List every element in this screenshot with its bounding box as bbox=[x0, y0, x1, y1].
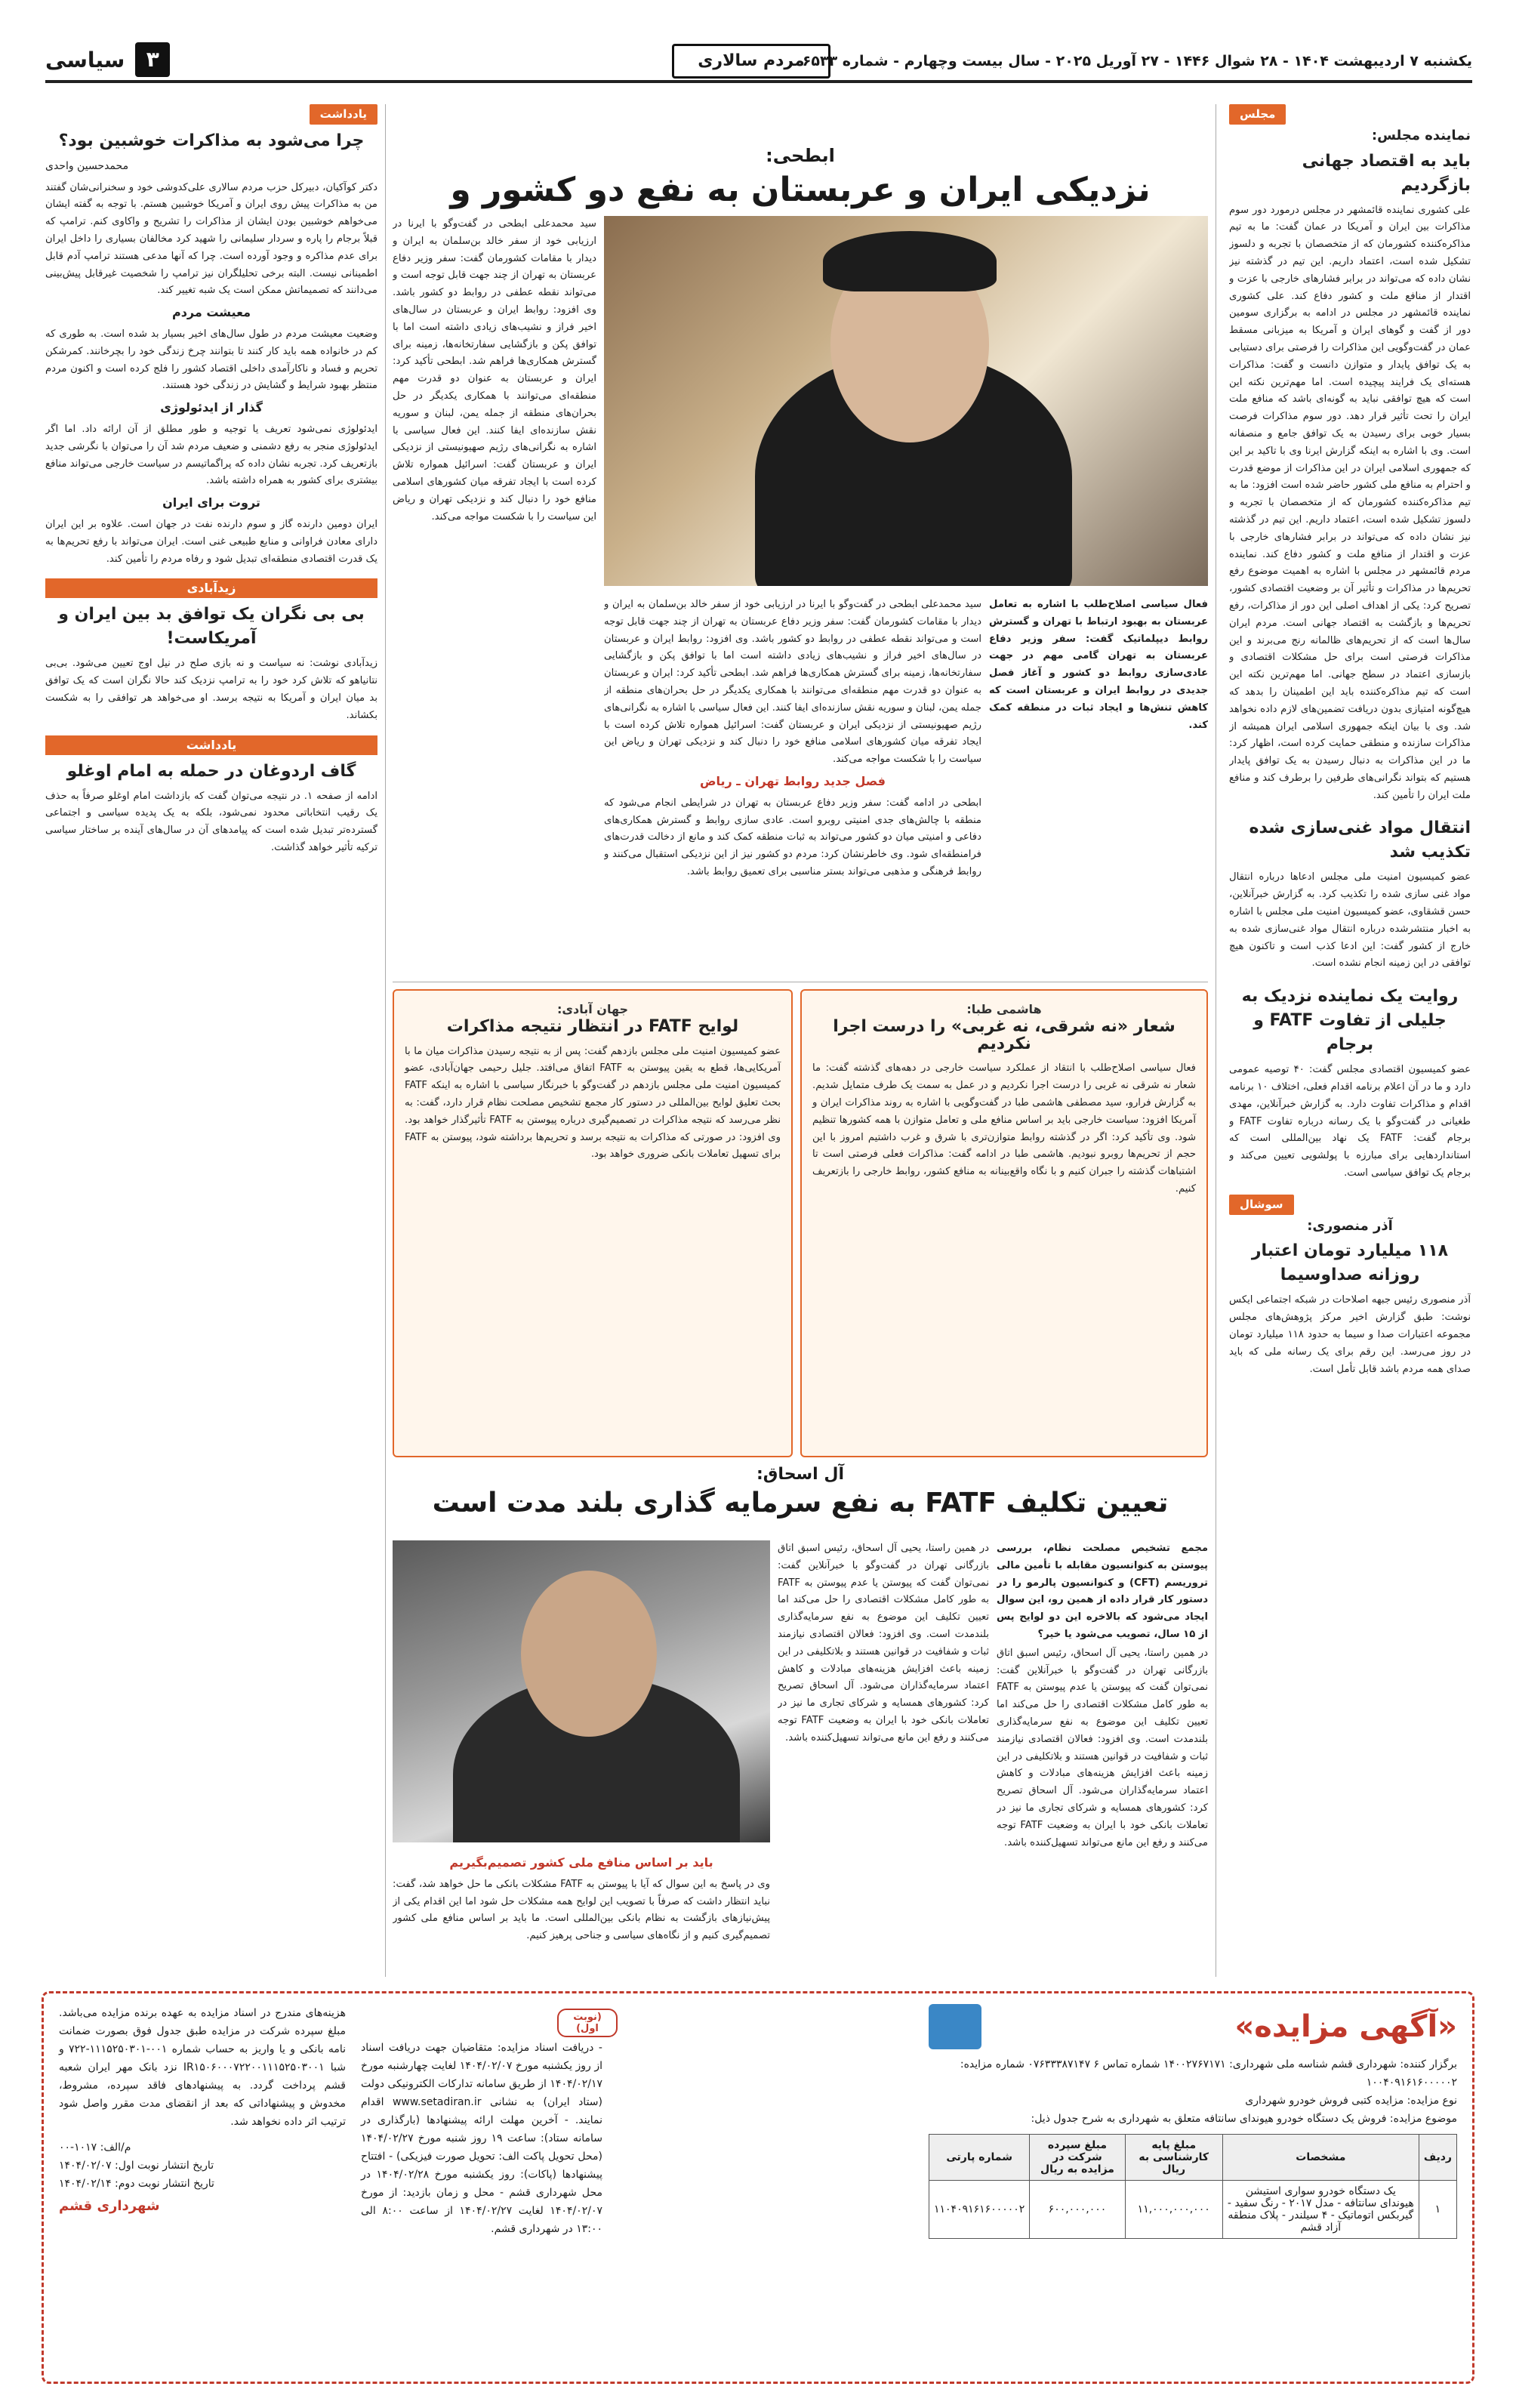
story-kicker: جهان آبادی: bbox=[556, 1002, 629, 1016]
table-cell: ۶۰۰,۰۰۰,۰۰۰ bbox=[1030, 2181, 1125, 2239]
story-headline: بی بی نگران یک توافق بد بین ایران و آمریکاست! bbox=[58, 605, 365, 649]
story-lede: فعال سیاسی اصلاح‌طلب با اشاره به تعامل عربستان به بهبود ارتباط با تهران و گسترش روابط دیپلماتیک گفت: سفر وزیر دفاع عربستان به تهران گامی مهم در جهت عادی‌سازی روابط دو کشور و آغاز فصل جدیدی در روابط ایران و عربستان است که کاهش تنش‌ها و ایجاد ثبات در منطقه کمک کند. bbox=[989, 599, 1208, 731]
story-body: عضو کمیسیون امنیت ملی مجلس ادعاها درباره انتقال مواد غنی سازی شده را تکذیب کرد. به گزارش خبرآنلاین، حسن قشقاوی، عضو کمیسیون امنیت ملی مجلس با اشاره به اخبار منتشرشده درباره انتقال مواد غنی‌سازی شده به خارج از کشور گفت: این ادعا کذب است و تاکنون هیچ توافقی در این زمینه انجام نشده است. bbox=[1229, 871, 1471, 970]
story-subhead: تروت برای ایران bbox=[162, 495, 260, 510]
story-body: سید محمدعلی ابطحی در گفت‌وگو با ایرنا در ارزیابی خود از سفر خالد بن‌سلمان به ایران و دیدار با مقامات کشورمان گفت: سفر وزیر دفاع عربستان به تهران از چند جهت قابل توجه است و می‌تواند نقطه عطفی در روابط دو کشور باشد. وی افزود: روابط ایران و عربستان در سال‌های اخیر فراز و نشیب‌های زیادی داشته است اما با توافق پکن و بازگشایی سفارتخانه‌ها، زمینه برای گسترش همکاری‌ها فراهم شد. ابطحی تأکید کرد: ایران و عربستان به عنوان دو قدرت مهم منطقه‌ای می‌توانند با همکاری یکدیگر در حل بحران‌های منطقه از جمله یمن، لبنان و سوریه نقش سازنده‌ای ایفا کنند. این فعال سیاسی با اشاره به نگرانی‌های رژیم صهیونیستی از نزدیکی ایران و عربستان گفت: اسرائیل همواره تلاش کرده است با ایجاد تفرقه میان کشورهای اسلامی منافع خود را دنبال کند و نزدیکی تهران و ریاض این سیاست را با شکست مواجه می‌کند. bbox=[604, 599, 981, 766]
story-body: ابطحی در ادامه گفت: سفر وزیر دفاع عربستان به تهران در شرایطی انجام می‌شود که منطقه با چالش‌های جدی امنیتی روبرو است. عادی سازی روابط و گسترش همکاری‌های دفاعی و امنیتی میان دو کشور می‌تواند به ثبات منطقه کمک کند و مانع از دخالت قدرت‌های فرامنطقه‌ای شود. وی خاطرنشان کرد: مردم دو کشور نیز از این نزدیکی استقبال می‌کنند و روابط فرهنگی و مذهبی می‌تواند بستر مناسبی برای تعمیق روابط باشد. bbox=[604, 797, 981, 877]
jahan-abadi-story bbox=[393, 989, 793, 1457]
story-body: علی کشوری نماینده قائمشهر در مجلس درمورد دور سوم مذاکرات بین ایران و آمریکا در عمان گفت: ما به تیم مذاکره‌کننده کشورمان که از متخصصان با تجربه و دلسوز تشکیل شده است، اعتماد داریم. این تیم در گذشته نیز نشان داده که می‌تواند در برابر فشارهای خارجی با عزت و اقتدار از منافع ملت و کشور دفاع کند. علی کشوری نماینده قائمشهر در مجلس در ادامه به برگزاری سومین دور از گفت و گوهای ایران و آمریکا به میزبانی مسقط عمان در گفت‌وگویی این مذاکرات را فرصتی برای دستیابی به یک توافق پایدار و متوازن دانست و گفت: مذاکرات هسته‌ای یک فرایند پیچیده است. اما مهم‌ترین نکته این است که هیچ توافقی نباید به گونه‌ای باشد که منافع ملت ایران را تحت تأثیر قرار دهد. دور سوم مذاکرات فرصت بسیار خوبی برای رسیدن به یک توافق جامع و منصفانه است. وی با اشاره به اینکه گزارش ایرنا وی با تاکید بر این که جمهوری اسلامی ایران در این مذاکرات از موضع قدرت و احترام به منافع ملی کشور حاضر شده است افزود: ما به تیم مذاکره‌کننده کشورمان که از متخصصان با تجربه و دلسوز تشکیل شده است، اعتماد داریم. این تیم در گذشته نیز نشان داده که می‌تواند در برابر فشارهای خارجی با عزت و اقتدار از منافع ملت و کشور دفاع کند. نماینده مردم قائمشهر در مجلس با اشاره به اهمیت موضوع رفع تحریم‌ها در مذاکرات و تأثیر آن بر وضعیت اقتصادی کشور، تصریح کرد: یکی از اهداف اصلی این دور از مذاکرات، رفع تحریم‌ها و بازگشت به اقتصاد جهانی است. مردم ایران سال‌ها است که از تحریم‌های ظالمانه رنج می‌برند و این مذاکرات فرصتی است برای حل مشکلات اقتصادی و بازسازی اعتماد در سطح جهانی. اما مهم‌ترین نکته این است که تیم مذاکره‌کننده باید این اطمینان را بدهد که هیچ‌گونه امتیازی بدون دریافت تضمین‌های لازم داده نخواهد شد. وی با بیان اینکه جمهوری اسلامی ایران همیشه از مذاکرات سازنده و منطقی حمایت کرده است، اظهار کرد: ما در این مذاکرات به دنبال رسیدن به یک توافق پایدار هستیم که بتواند نگرانی‌های طرفین را برطرف کند و منافع ملت ایران را تأمین کند. bbox=[1229, 204, 1471, 801]
story-headline: چرا می‌شود به مذاکرات خوشبین بود؟ bbox=[58, 131, 365, 150]
story-question: مجمع تشخیص مصلحت نظام، بررسی پیوستن به کنوانسیون مقابله با تأمین مالی تروریسم (CFT) و کنوانسیون پالرمو را در دستور کار قرار داده از همین رو، این سوال ایجاد می‌شود که بالاخره این دو لوایح پس از ۱۵ سال، تصویب می‌شود یا خیر؟ bbox=[997, 1543, 1208, 1640]
table-header-row bbox=[929, 2135, 1457, 2181]
story-headline: تعیین تکلیف FATF به نفع سرمایه گذاری بلند مدت است bbox=[432, 1488, 1169, 1518]
story-kicker: نماینده مجلس: bbox=[1371, 127, 1471, 143]
auction-ad bbox=[42, 1991, 1474, 2384]
table-header-cell: مبلغ سپرده شرکت در مزایده به ریال bbox=[1030, 2135, 1125, 2181]
story-body: فعال سیاسی اصلاح‌طلب با انتقاد از عملکرد سیاست خارجی در دهه‌های گذشته گفت: ما شعار نه شرقی نه غربی را درست اجرا نکردیم و در عمل به سمت یک طرف متمایل شدیم. به گزارش فرارو، سید مصطفی هاشمی طبا در گفت‌وگویی با اشاره به روند مذاکرات ایران و آمریکا افزود: سیاست خارجی باید بر اساس منافع ملی و تعامل متوازن با همه کشورها تنظیم شود. وی تأکید کرد: اگر در گذشته روابط متوازن‌تری با شرق و غرب داشتیم امروز با این حجم از تحریم‌ها روبرو نبودیم. هاشمی طبا در ادامه گفت: مذاکرات فعلی فرصتی است تا اشتباهات گذشته را جبران کنیم و با نگاه واقع‌بینانه به منافع کشور، روابط خارجی را بازتعریف کنیم. bbox=[812, 1062, 1196, 1195]
ad-date1: تاریخ انتشار نوبت اول: ۱۴۰۴/۰۲/۰۷ bbox=[59, 2160, 214, 2172]
al-ishaq-header bbox=[393, 1465, 1208, 1523]
ad-left-text: هزینه‌های مندرج در اسناد مزایده به عهده برنده مزایده می‌باشد. مبلغ سپرده شرکت در مزایده طبق جدول فوق بصورت ضمانت نامه بانکی و یا واریز به حساب شماره ۰۰۱-۱۱۱۵۲۵۰۳۰۱-۷۲۲ و شبا IR۱۵۰۶۰۰۰۷۲۲۰۰۱۱۱۵۲۵۰۳۰۰۱ نزد بانک مهر ایران شعبه قشم پرداخت گردد. به پیشنهادهای فاقد سپرده، مشروط، مخدوش و پیشنهاداتی که بعد از انقضای مدت مقرر واصل شود ترتیب اثر داده نخواهد شد. bbox=[59, 2007, 347, 2128]
ad-left-block bbox=[59, 2004, 346, 2215]
story-subhead: گذار از ایدئولوژی bbox=[160, 400, 263, 415]
story-kicker: آذر منصوری: bbox=[1307, 1217, 1393, 1234]
lead-story-body bbox=[393, 216, 596, 971]
section-tag-note: یادداشت bbox=[310, 104, 377, 125]
ad-type: نوع مزایده: مزایده کتبی فروش خودرو شهرداری bbox=[1245, 2095, 1457, 2107]
lead-story-col2 bbox=[604, 597, 981, 974]
left-column bbox=[45, 104, 377, 1977]
table-header-cell: ردیف bbox=[1419, 2135, 1456, 2181]
story-body: در همین راستا، یحیی آل اسحاق، رئیس اسبق اتاق بازرگانی تهران در گفت‌وگو با خبرآنلاین گفت: نمی‌توان گفت که پیوستن یا عدم پیوستن به FATF به طور کامل مشکلات اقتصادی را حل می‌کند اما تعیین تکلیف این موضوع به نفع سرمایه‌گذاری بلندمدت است. وی افزود: فعالان اقتصادی نیازمند ثبات و شفافیت در قوانین هستند و بلاتکلیفی در این زمینه باعث افزایش هزینه‌های مبادلات و کاهش اعتماد سرمایه‌گذاران می‌شود. آل اسحاق تصریح کرد: کشورهای همسایه و شرکای تجاری ما نیز در تعاملات بانکی خود با ایران به وضعیت FATF توجه می‌کنند و رفع این مانع می‌تواند تسهیل‌کننده باشد. bbox=[778, 1543, 989, 1744]
story-body: وی در پاسخ به این سوال که آیا با پیوستن به FATF مشکلات بانکی ما حل خواهد شد، گفت: نباید انتظار داشت که صرفاً با تصویب این لوایح همه مشکلات حل شود اما این اقدام یکی از پیش‌نیازهای بازگشت به نظام بانکی بین‌المللی است. ما باید بر اساس منافع ملی کشور تصمیم‌گیری کنیم و از نگاه‌های سیاسی و جناحی پرهیز کنیم. bbox=[393, 1878, 770, 1942]
lead-kicker: ابطحی: bbox=[766, 145, 835, 166]
story-kicker: آل اسحاق: bbox=[756, 1465, 845, 1484]
al-ishaq-photo bbox=[393, 1540, 770, 1842]
page-number: ۳ bbox=[135, 42, 170, 77]
lead-headline: نزدیکی ایران و عربستان به نفع دو کشور و bbox=[450, 171, 1151, 209]
table-header-cell: مبلغ پایه کارشناسی به ریال bbox=[1125, 2135, 1222, 2181]
story-body: عضو کمیسیون اقتصادی مجلس گفت: ۴۰ توصیه عمومی دارد و ما در آن اعلام برنامه اقدام فعلی، اختلاف ۱۰ برنامه اقدام و مذاکرات تفاوت دارد. به گزارش خبرآنلاین، مهدی طغیانی در گفت‌وگو با یک رسانه درباره تفاوت FATF و برجام گفت: FATF یک نهاد بین‌المللی است که استانداردهایی برای مبارزه با پولشویی تعیین می‌کند و برجام یک توافق سیاسی است. bbox=[1229, 1064, 1471, 1179]
al-ishaq-body bbox=[778, 1540, 989, 1971]
al-ishaq-caption-col bbox=[393, 1850, 770, 1971]
story-body: وضعیت معیشت مردم در طول سال‌های اخیر بسیار بد شده است. به طوری که کم در خانواده همه باید کار کنند تا بتوانند چرخ زندگی خود را بچرخانند. کمرشکن تحریم و فساد و ناکارآمدی داخلی اقتصاد کشور را فلج کرده است و اکنون مردم منتظر بهبود شرایط و گشایش در زندگی خود هستند. bbox=[45, 328, 377, 392]
story-body: سید محمدعلی ابطحی در گفت‌وگو با ایرنا در ارزیابی خود از سفر خالد بن‌سلمان به ایران و دیدار با مقامات کشورمان گفت: سفر وزیر دفاع عربستان به تهران از چند جهت قابل توجه است و می‌تواند نقطه عطفی در روابط دو کشور باشد. وی افزود: روابط ایران و عربستان در سال‌های اخیر فراز و نشیب‌های زیادی داشته است اما با توافق پکن و بازگشایی سفارتخانه‌ها، زمینه برای گسترش همکاری‌ها فراهم شد. ابطحی تأکید کرد: ایران و عربستان به عنوان دو قدرت مهم منطقه‌ای می‌توانند با همکاری یکدیگر در حل بحران‌های منطقه از جمله یمن، لبنان و سوریه نقش سازنده‌ای ایفا کنند. این فعال سیاسی با اشاره به نگرانی‌های رژیم صهیونیستی از نزدیکی ایران و عربستان گفت: اسرائیل همواره تلاش کرده است با ایجاد تفرقه میان کشورهای اسلامی منافع خود را دنبال کند و نزدیکی تهران و ریاض این سیاست را با شکست مواجه می‌کند. bbox=[393, 218, 596, 523]
section-header bbox=[45, 42, 170, 77]
section-tag-social: سوشال bbox=[1229, 1195, 1294, 1215]
story-body: عضو کمیسیون امنیت ملی مجلس بازدهم گفت: پس از به نتیجه رسیدن مذاکرات میان ما با آمریکایی‌ها، قطع به یقین پیوستن به FATF اتفاق می‌افتد. جلیل رحیمی جهان‌آبادی، عضو کمیسیون امنیت ملی مجلس بازدهم در گفت‌وگو با خبرنگار سیاسی با اشاره به اینکه FATF بحث تعلیق لوایح بین‌المللی در دستور کار مجمع تشخیص مصلحت نظام قرار دارد، گفت: به نظر می‌رسد که نتیجه مذاکرات در تصمیم‌گیری درباره پیوستن به FATF تأثیرگذار خواهد بود. وی افزود: در صورتی که مذاکرات به نتیجه برسد و تحریم‌ها برداشته شود، پیوستن به FATF برای تسهیل تعاملات بانکی ضروری خواهد بود. bbox=[405, 1045, 781, 1161]
masthead bbox=[45, 38, 1472, 83]
story-body: در همین راستا، یحیی آل اسحاق، رئیس اسبق اتاق بازرگانی تهران در گفت‌وگو با خبرآنلاین گفت: نمی‌توان گفت که پیوستن یا عدم پیوستن به FATF به طور کامل مشکلات اقتصادی را حل می‌کند اما تعیین تکلیف این موضوع به نفع سرمایه‌گذاری بلندمدت است. وی افزود: فعالان اقتصادی نیازمند ثبات و شفافیت در قوانین هستند و بلاتکلیفی در این زمینه باعث افزایش هزینه‌های مبادلات و کاهش اعتماد سرمایه‌گذاران می‌شود. آل اسحاق تصریح کرد: کشورهای همسایه و شرکای تجاری ما نیز در تعاملات بانکی خود با ایران به وضعیت FATF توجه می‌کنند و رفع این مانع می‌تواند تسهیل‌کننده باشد. bbox=[997, 1647, 1208, 1848]
ad-middle-text: - دریافت اسناد مزایده: متقاضیان جهت دریافت اسناد از روز یکشنبه مورخ ۱۴۰۴/۰۲/۰۷ لغایت چهارشنبه مورخ ۱۴۰۴/۰۲/۱۷ از طریق سامانه تدارکات الکترونیکی دولت (ستاد ایران) به نشانی www.setadiran.ir اقدام نمایند. - آخرین مهلت ارائه پیشنهادها (بارگذاری در سامانه ستاد): ساعت ۱۹ روز شنبه مورخ ۱۴۰۴/۰۲/۲۷ (محل تحویل پاکت الف: تحویل صورت فیزیکی) - افتتاح پیشنهادها (پاکات): روز یکشنبه مورخ ۱۴۰۴/۰۲/۲۸ در محل شهرداری قشم - محل و زمان بازدید: از مورخ ۱۴۰۴/۰۲/۰۷ لغایت ۱۴۰۴/۰۲/۲۷ از ساعت ۸:۰۰ الی ۱۳:۰۰ در شهرداری قشم. bbox=[361, 2042, 602, 2235]
municipality-logo bbox=[929, 2004, 981, 2049]
ad-ref: م/الف: ۱۰۱۷-۰۰ bbox=[59, 2141, 131, 2154]
table-cell: یک دستگاه خودرو سواری استیشن هیوندای سانتافه - مدل ۲۰۱۷ - رنگ سفید - گیربکس اتوماتیک - ۴ سیلندر - پلاک منطقه آزاد قشم bbox=[1222, 2181, 1419, 2239]
section-name: سیاسی bbox=[45, 47, 125, 72]
column-divider bbox=[385, 104, 386, 1977]
auction-table bbox=[929, 2134, 1457, 2239]
round-badge: (نوبت اول) bbox=[557, 2009, 618, 2037]
story-body: زیدآبادی نوشت: نه سیاست و نه بازی صلح در نیل اوج تعیین می‌شود. بی‌بی نتانیاهو که تلاش کرد خود را به ترامپ نزدیک کند حالا نگران است که یک توافق بد میان ایران و آمریکا به نتیجه برسد. او می‌خواهد هر توافقی را به شکست بکشاند. bbox=[45, 658, 377, 721]
ad-right-block bbox=[929, 2004, 1457, 2239]
story-headline: ۱۱۸ میلیارد تومان اعتبار روزانه صداوسیما bbox=[1251, 1241, 1449, 1285]
table-header-cell: شماره پارتی bbox=[929, 2135, 1030, 2181]
lead-story-lede bbox=[989, 597, 1208, 974]
newspaper-logo: مردم سالاری bbox=[672, 44, 830, 79]
ad-round-badge bbox=[557, 2009, 618, 2037]
table-cell: ۱ bbox=[1419, 2181, 1456, 2239]
section-tag-zeidabadi: زیدآبادی bbox=[45, 578, 377, 598]
story-headline: لوایح FATF در انتظار نتیجه مذاکرات bbox=[446, 1016, 739, 1036]
story-headline: انتقال مواد غنی‌سازی شده تکذیب شد bbox=[1249, 819, 1471, 862]
masthead-date: یکشنبه ۷ اردیبهشت ۱۴۰۴ - ۲۸ شوال ۱۴۴۶ - ۲۷ آوریل ۲۰۲۵ - سال بیست وچهارم - شماره ۶۵۳۳ bbox=[802, 53, 1472, 69]
story-subhead: فصل جدید روابط تهران ـ ریاض bbox=[699, 773, 886, 788]
story-body: آذر منصوری رئیس جبهه اصلاحات در شبکه اجتماعی ایکس نوشت: طبق گزارش اخیر مرکز پژوهش‌های مجلس مجموعه اعتبارات صدا و سیما به حدود ۱۱۸ میلیارد تومان در روز می‌رسد. این رقم برای یک رسانه ملی که باید صدای همه مردم باشد قابل تأمل است. bbox=[1229, 1294, 1471, 1375]
story-headline: گاف اردوغان در حمله به امام اوغلو bbox=[66, 761, 356, 781]
table-row bbox=[929, 2181, 1457, 2239]
table-cell: ۱۱۰۴۰۹۱۶۱۶۰۰۰۰۰۲ bbox=[929, 2181, 1030, 2239]
hashemi-story bbox=[800, 989, 1208, 1457]
right-column bbox=[1229, 104, 1471, 1977]
story-body: دکتر کوآکیان، دبیرکل حزب مردم سالاری علی‌کدوشی خود و سخنرانی‌شان گفتند من به مذاکرات پیش روی ایران و آمریکا خوشبین هستم. با توجه به گفته ایشان می‌خواهم خوشبین بودن ایشان از مذاکرات را تشریح و واکاوی کنم. ترامپ که قبلاً برجام را پاره و سردار سلیمانی را شهید کرد مخالفان بسیاری را داخل ایران برای عدم مذاکره و وجود آورده است. چرا که آنها مدعی هستند ترامپ آدم قابل اطمینانی نیست. البته برخی تحلیلگران نیز ترامپ را شخصیت غیرقابل پیش‌بینی می‌دانند که تصمیماتش ممکن است یک شبه تغییر کند. bbox=[45, 181, 377, 297]
story-kicker: هاشمی طبا: bbox=[966, 1002, 1042, 1016]
table-header-cell: مشخصات bbox=[1222, 2135, 1419, 2181]
ad-date2: تاریخ انتشار نوبت دوم: ۱۴۰۴/۰۲/۱۴ bbox=[59, 2178, 214, 2190]
author-byline: محمدحسین واحدی bbox=[45, 159, 129, 172]
story-headline: شعار «نه شرقی، نه غربی» را درست اجرا نکردیم bbox=[833, 1016, 1176, 1053]
story-body: ادامه از صفحه ۱. در نتیجه می‌توان گفت که بازداشت امام اوغلو صرفاً به حذف یک رقیب انتخاباتی محدود نمی‌شود، بلکه به یک پدیده سیاسی و اجتماعی گسترده‌تر تبدیل شده است که پیامدهای آن در سال‌های آینده بر ساختار سیاسی ترکیه تأثیر خواهد گذاشت. bbox=[45, 790, 377, 853]
story-subhead: معیشت مردم bbox=[171, 305, 251, 320]
table-cell: ۱۱,۰۰۰,۰۰۰,۰۰۰ bbox=[1125, 2181, 1222, 2239]
ad-subject: موضوع مزایده: فروش یک دستگاه خودرو هیوندای سانتافه متعلق به شهرداری به شرح جدول ذیل: bbox=[1031, 2113, 1457, 2125]
section-tag-majlis: مجلس bbox=[1229, 104, 1286, 125]
story-body: ایران دومین دارنده گاز و سوم دارنده نفت در جهان است. علاوه بر این ایران دارای معادن فراوانی و منابع طبیعی غنی است. ایران می‌تواند با رفع تحریم‌ها به یک قدرت اقتصادی منطقه‌ای تبدیل شود و رفاه مردم را تأمین کند. bbox=[45, 518, 377, 565]
section-tag-note2: یادداشت bbox=[45, 735, 377, 755]
abtahi-photo bbox=[604, 216, 1208, 586]
story-subhead: باید بر اساس منافع ملی کشور تصمیم‌بگیریم bbox=[449, 1855, 713, 1870]
story-headline: روایت یک نماینده نزدیک به جلیلی از تفاوت FATF و برجام bbox=[1241, 987, 1459, 1055]
story-headline: باید به اقتصاد جهانی بازگردیم bbox=[1302, 151, 1471, 195]
story-body: ایدئولوژی نمی‌شود تعریف یا توجیه و طور مطلق از آن ارائه داد. اما اگر ایدئولوژی منجر به رفع دشمنی و ضعیف مردم شد آن را می‌توان با نگرشی جدید بازتعریف کرد. تجربه نشان داده که پراگماتیسم در سیاست خارجی می‌تواند منافع بیشتری برای کشور به همراه داشته باشد. bbox=[45, 423, 377, 487]
ad-signature: شهرداری قشم bbox=[59, 2198, 160, 2214]
ad-title: «آگهی مزایده» bbox=[1234, 2009, 1457, 2044]
al-ishaq-q1 bbox=[997, 1540, 1208, 1971]
ad-organizer: برگزار کننده: شهرداری قشم شناسه ملی شهرداری: ۱۴۰۰۲۷۶۷۱۷۱ شماره تماس ۶ ۰۷۶۳۳۳۸۷۱۴۷ شماره مزایده: ۱۰۰۴۰۹۱۶۱۶۰۰۰۰۰۲ bbox=[960, 2058, 1457, 2089]
